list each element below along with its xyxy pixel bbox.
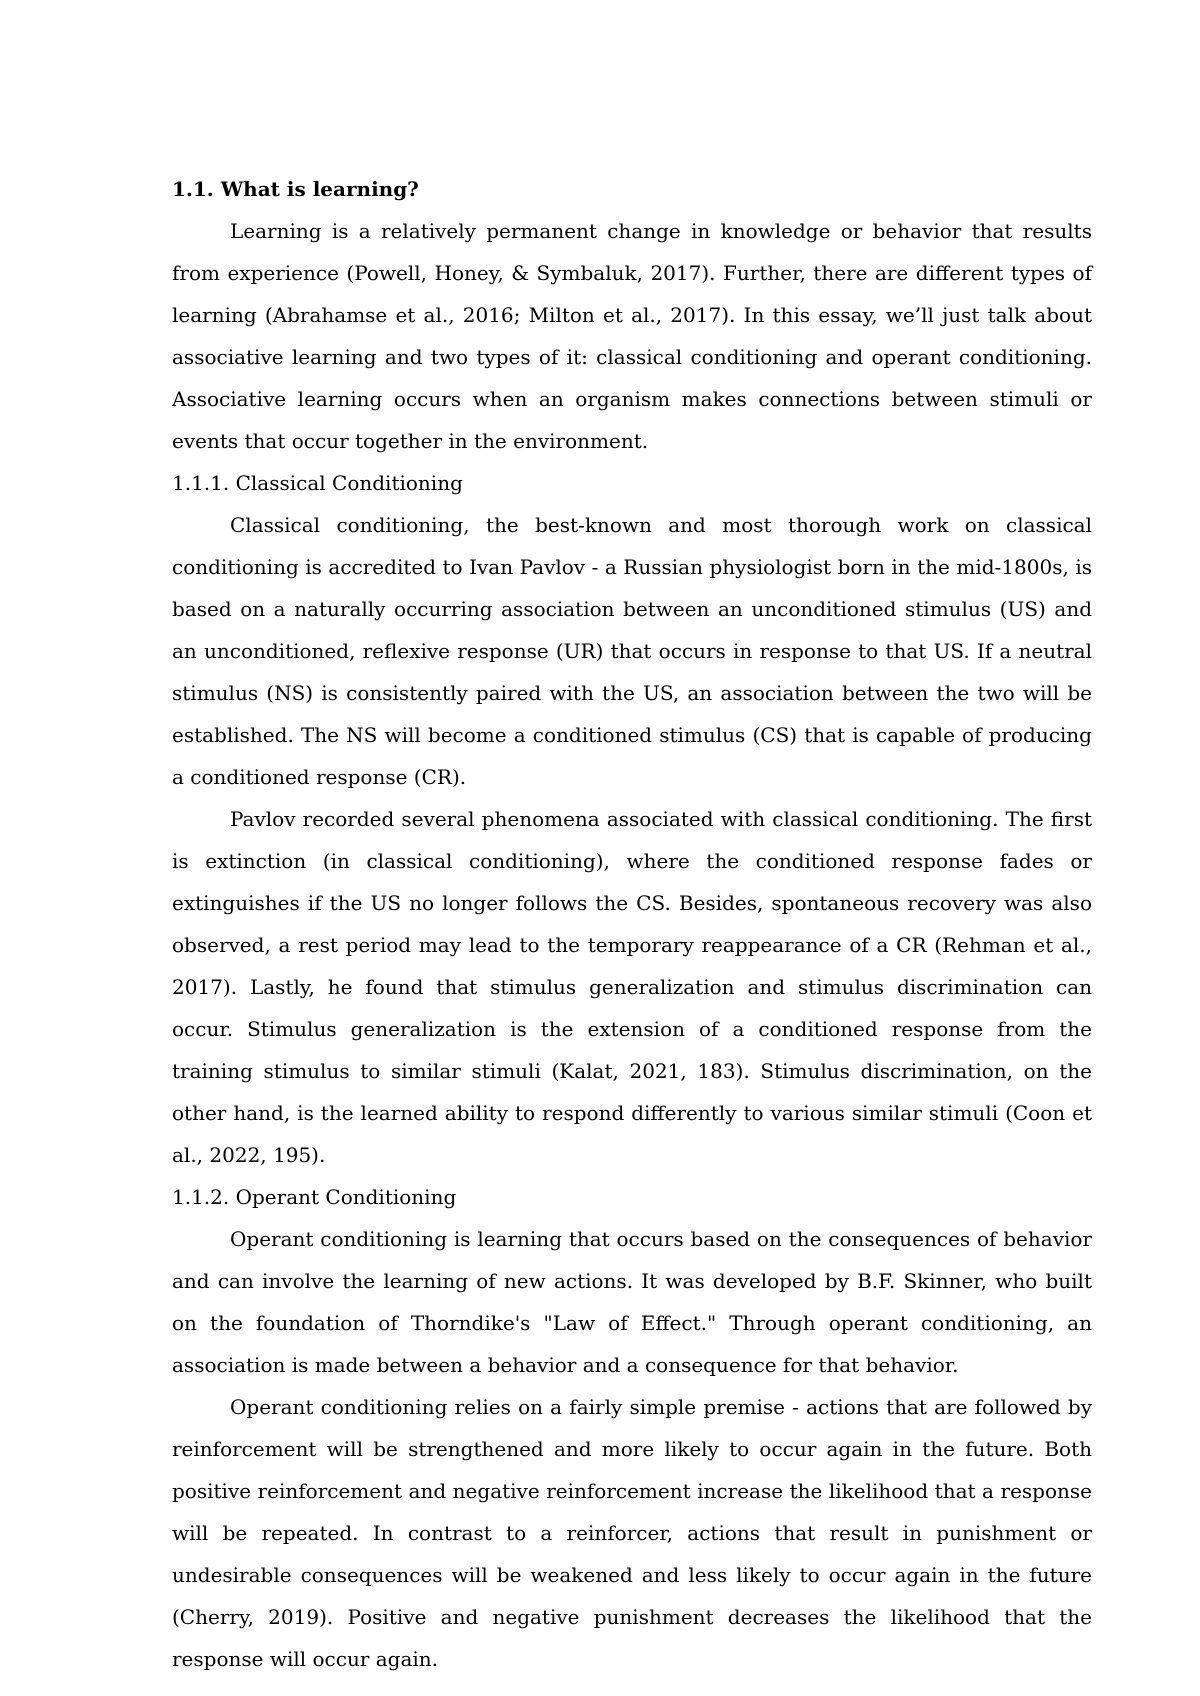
operant-paragraph-1: Operant conditioning is learning that occurs based on the consequences of behavior and can involve the learning of new actions. It was developed by B.F. Skinner, who built on the foundation of Thorndike's "Law of Effect." Through operant conditioning, an association is made between a behavior and a consequence for that behavior. — [172, 1227, 1092, 1377]
intro-paragraph: Learning is a relatively permanent change in knowledge or behavior that results from experience (Powell, Honey, & Symbaluk, 2017). Further, there are different types of learning (Abrahamse et al., 2016; Milton et al., 2017). In this essay, we’ll just talk about associative learning and two types of it: classical conditioning and operant conditioning. Associative learning occurs when an organism makes connections between stimuli or events that occur together in the environment. — [172, 219, 1092, 453]
classical-paragraph-1: Classical conditioning, the best-known and most thorough work on classical conditioning is accredited to Ivan Pavlov - a Russian physiologist born in the mid-1800s, is based on a naturally occurring association between an unconditioned stimulus (US) and an unconditioned, reflexive response (UR) that occurs in response to that US. If a neutral stimulus (NS) is consistently paired with the US, an association between the two will be established. The NS will become a conditioned stimulus (CS) that is capable of producing a conditioned response (CR). — [172, 513, 1092, 789]
section-heading: 1.1. What is learning? — [172, 177, 419, 201]
classical-paragraph-2: Pavlov recorded several phenomena associated with classical conditioning. The first is extinction (in classical conditioning), where the conditioned response fades or extinguishes if the US no longer follows the CS. Besides, spontaneous recovery was also observed, a rest period may lead to the temporary reappearance of a CR (Rehman et al., 2017). Lastly, he found that stimulus generalization and stimulus discrimination can occur. Stimulus generalization is the extension of a conditioned response from the training stimulus to similar stimuli (Kalat, 2021, 183). Stimulus discrimination, on the other hand, is the learned ability to respond differently to various similar stimuli (Coon et al., 2022, 195). — [172, 807, 1092, 1167]
operant-paragraph-2: Operant conditioning relies on a fairly simple premise - actions that are followed by reinforcement will be strengthened and more likely to occur again in the future. Both positive reinforcement and negative reinforcement increase the likelihood that a response will be repeated. In contrast to a reinforcer, actions that result in punishment or undesirable consequences will be weakened and less likely to occur again in the future (Cherry, 2019). Positive and negative punishment decreases the likelihood that the response will occur again. — [172, 1395, 1092, 1671]
document-body — [172, 168, 1092, 1680]
operant-conditioning-heading: 1.1.2. Operant Conditioning — [172, 1185, 457, 1209]
classical-conditioning-heading: 1.1.1. Classical Conditioning — [172, 471, 463, 495]
